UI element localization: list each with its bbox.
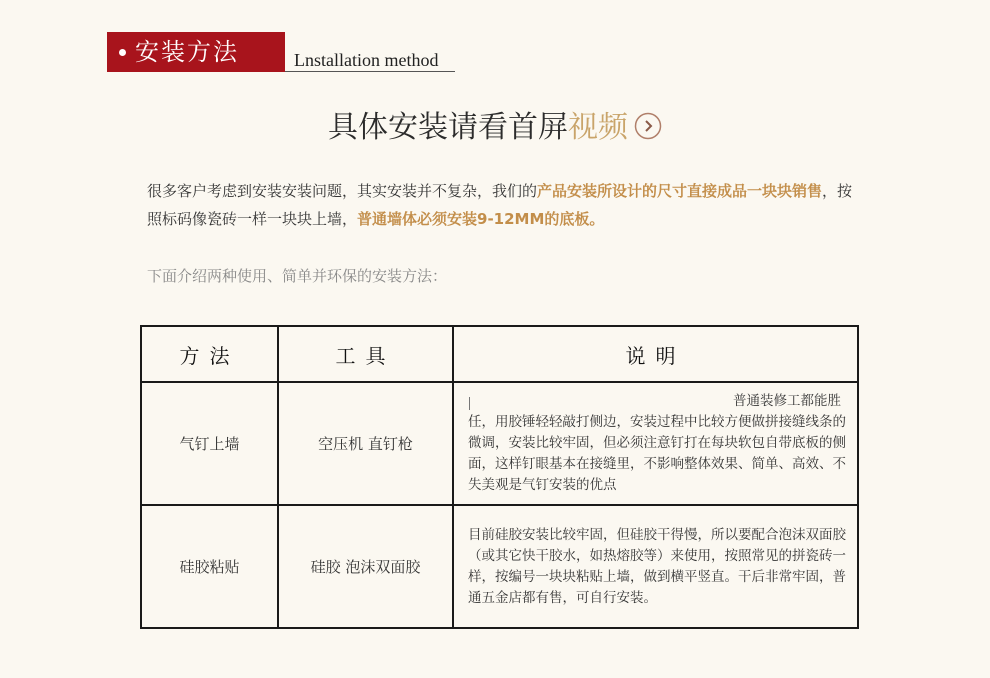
intro-highlight-2: 普通墙体必须安装9-12MM的底板。 (357, 210, 605, 228)
section-title-tag (107, 32, 285, 72)
sub-intro: 下面介绍两种使用、简单并环保的安装方法： (147, 267, 448, 285)
text-cursor (469, 397, 470, 410)
intro-paragraph (147, 177, 857, 233)
intro-highlight-1: 产品安装所设计的尺寸直接成品一块块销售 (537, 182, 823, 200)
table-row (141, 382, 858, 505)
description-text (454, 391, 857, 496)
method-cell: 硅胶粘贴 (141, 505, 278, 628)
intro-text-1: 很多客户考虑到安装安装问题，其实安装并不复杂，我们的 (147, 182, 538, 200)
description-body: 目前硅胶安装比较牢固，但硅胶干得慢，所以要配合泡沫双面胶（或其它快干胶水，如热熔胶等）来使用，按照常见的拼瓷砖一样，按编号一块块粘贴上墙，做到横平竖直。干后非常牢固，普通五金店都有售，可自行安装。 (468, 526, 846, 606)
method-cell: 气钉上墙 (141, 382, 278, 505)
description-body: 任，用胶锤轻轻敲打侧边，安装过程中比较方便做拼接缝线条的微调，安装比较牢固，但必须注意钉打在每块软包自带底板的侧面，这样钉眼基本在接缝里，不影响整体效果、简单、高效、不失美观是气钉安装的优点 (468, 414, 846, 493)
header-underline (285, 71, 455, 72)
table-row (141, 505, 858, 628)
header-tools: 工具 (278, 326, 453, 382)
headline-accent[interactable]: 视频 (568, 110, 628, 145)
tools-cell: 空压机 直钉枪 (278, 382, 453, 505)
header-method: 方法 (141, 326, 278, 382)
headline-main: 具体安装请看首屏 (328, 110, 568, 145)
tools-cell: 硅胶 泡沫双面胶 (278, 505, 453, 628)
section-subtitle-en: Lnstallation method (294, 50, 439, 70)
intro-text-2: ，按照标码像瓷砖一样一块块上墙， (147, 182, 853, 228)
table-header-row (141, 326, 858, 382)
description-first-line: 普通装修工都能胜 (733, 393, 841, 409)
play-circle-icon[interactable] (634, 112, 662, 140)
headline (0, 108, 990, 148)
description-cell (453, 382, 858, 505)
header-description: 说明 (453, 326, 858, 382)
section-title: 安装方法 (135, 38, 239, 66)
bullet-dot-icon (119, 49, 126, 56)
description-text (454, 525, 857, 609)
install-methods-table (140, 325, 859, 629)
description-cell (453, 505, 858, 628)
